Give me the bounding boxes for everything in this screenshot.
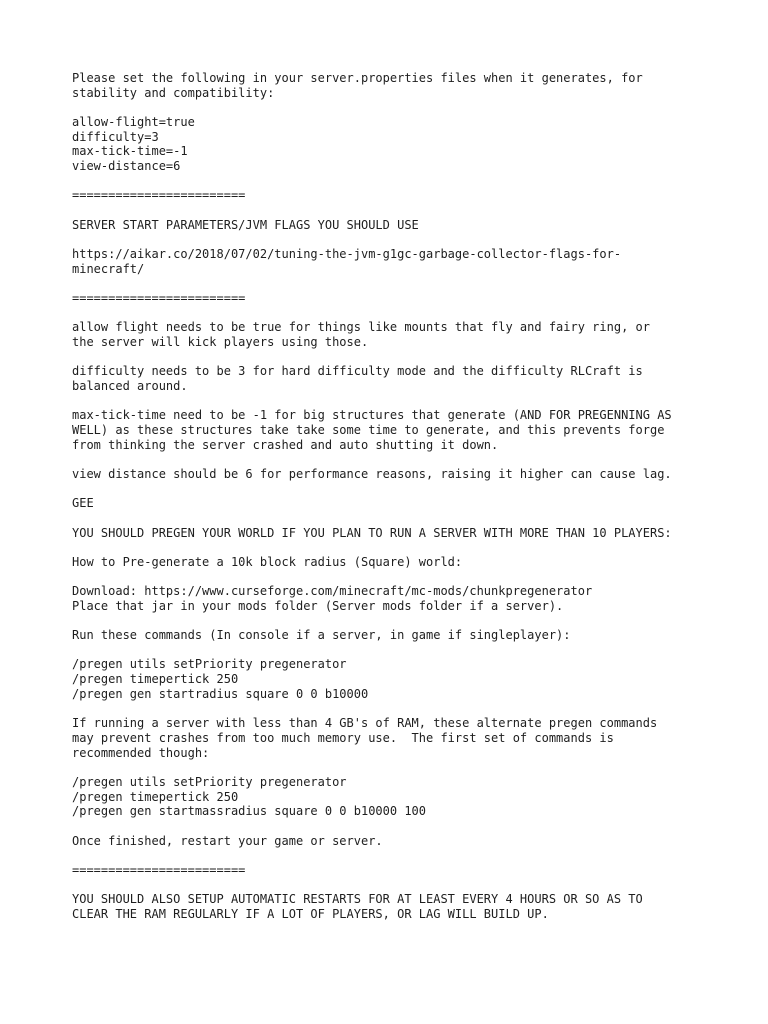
text-block (72, 467, 712, 482)
text-line: difficulty=3 (72, 129, 159, 144)
text-line: view-distance=6 (72, 159, 181, 174)
text-block (72, 716, 712, 760)
text-block (72, 892, 712, 921)
text-line: ======================== (72, 862, 246, 877)
text-line: from thinking the server crashed and auto shutting it down. (72, 437, 499, 452)
text-line: WELL) as these structures take take some time to generate, and this prevents forge (72, 423, 665, 437)
text-line: max-tick-time need to be -1 for big structures that generate (AND FOR PREGENNING AS (72, 408, 672, 423)
text-block (72, 320, 712, 349)
text-line: recommended though: (72, 745, 210, 760)
text-block (72, 188, 712, 203)
text-line: YOU SHOULD PREGEN YOUR WORLD IF YOU PLAN TO RUN A SERVER WITH MORE THAN 10 PLAYERS: (72, 525, 672, 540)
text-line: Once finished, restart your game or server. (72, 833, 383, 848)
text-line: Place that jar in your mods folder (Server mods folder if a server). (72, 598, 564, 613)
text-block (72, 775, 712, 819)
text-line: ======================== (72, 188, 246, 203)
text-line: allow-flight=true (72, 115, 195, 129)
text-block (72, 526, 712, 541)
text-line: CLEAR THE RAM REGULARLY IF A LOT OF PLAYERS, OR LAG WILL BUILD UP. (72, 906, 549, 921)
text-block (72, 584, 712, 613)
text-line: the server will kick players using those. (72, 335, 369, 349)
text-block (72, 555, 712, 570)
text-block (72, 247, 712, 276)
document-body (72, 71, 712, 936)
text-line: https://aikar.co/2018/07/02/tuning-the-jvm-g1gc-garbage-collector-flags-for- (72, 247, 622, 261)
text-line: Run these commands (In console if a server, in game if singleplayer): (72, 628, 571, 643)
text-line: /pregen gen startradius square 0 0 b10000 (72, 686, 369, 701)
text-line: How to Pre-generate a 10k block radius (Square) world: (72, 554, 463, 569)
text-block (72, 863, 712, 878)
text-line: /pregen timepertick 250 (72, 672, 239, 687)
text-block (72, 71, 712, 100)
text-line: Please set the following in your server.properties files when it generates, for (72, 71, 643, 85)
text-line: GEE (72, 496, 94, 511)
text-block (72, 628, 712, 643)
text-block (72, 218, 712, 233)
text-line: allow flight needs to be true for things like mounts that fly and fairy ring, or (72, 320, 650, 335)
text-line: YOU SHOULD ALSO SETUP AUTOMATIC RESTARTS FOR AT LEAST EVERY 4 HOURS OR SO AS TO (72, 892, 643, 907)
text-line: view distance should be 6 for performance reasons, raising it higher can cause lag. (72, 467, 672, 481)
text-line: Download: https://www.curseforge.com/minecraft/mc-mods/chunkpregenerator (72, 584, 593, 599)
text-line: If running a server with less than 4 GB's of RAM, these alternate pregen commands (72, 716, 658, 731)
text-line: /pregen utils setPriority pregenerator (72, 657, 347, 672)
text-line: /pregen timepertick 250 (72, 789, 239, 804)
text-line: /pregen utils setPriority pregenerator (72, 774, 347, 789)
text-line: /pregen gen startmassradius square 0 0 b10000 100 (72, 804, 427, 819)
text-block (72, 408, 712, 452)
text-block (72, 834, 712, 849)
text-line: ======================== (72, 291, 246, 305)
text-line: SERVER START PARAMETERS/JVM FLAGS YOU SHOULD USE (72, 217, 419, 232)
text-block (72, 291, 712, 306)
text-line: stability and compatibility: (72, 85, 275, 100)
text-line: minecraft/ (72, 261, 145, 276)
text-block (72, 657, 712, 701)
text-line: may prevent crashes from too much memory use. The first set of commands is (72, 730, 614, 745)
text-block (72, 496, 712, 511)
text-line: max-tick-time=-1 (72, 144, 188, 159)
text-block (72, 364, 712, 393)
text-line: balanced around. (72, 379, 188, 393)
text-line: difficulty needs to be 3 for hard difficulty mode and the difficulty RLCraft is (72, 364, 643, 379)
text-block (72, 115, 712, 174)
